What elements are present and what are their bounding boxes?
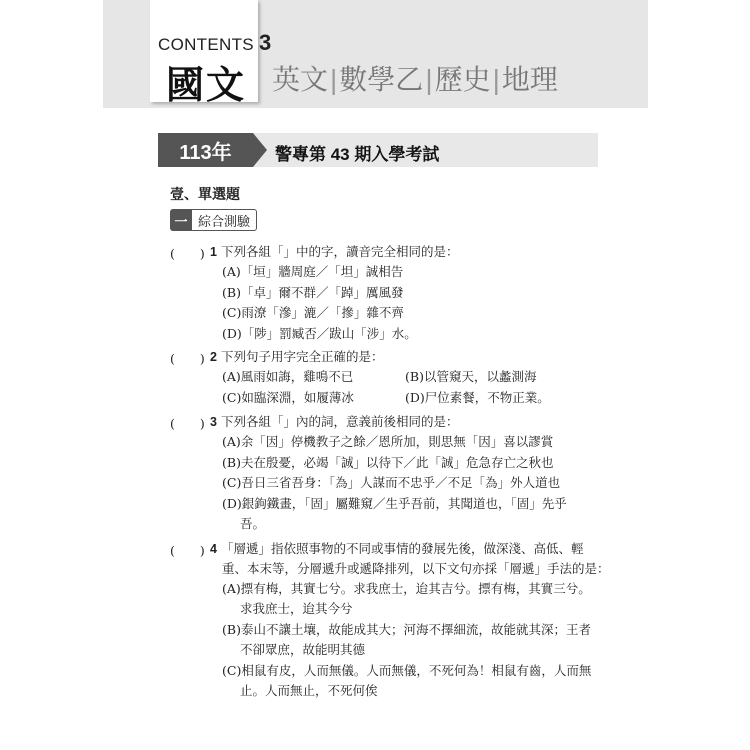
option: (B)「卓」爾不群／「踔」厲風發	[222, 285, 404, 300]
subsection-tag	[170, 209, 257, 231]
option: (C)相鼠有皮，人而無儀。人而無儀，不死何為！相鼠有齒，人而無	[222, 663, 592, 678]
divider: |	[492, 64, 500, 95]
option: (A)摽有梅，其實七兮。求我庶士，迨其吉兮。摽有梅，其實三兮。	[222, 581, 591, 596]
question-text: 下列各組「」中的字，讀音完全相同的是：	[220, 244, 459, 259]
section-title: 壹、單選題	[170, 186, 240, 202]
question-number: 4	[210, 542, 217, 556]
exam-year-badge: 113年	[158, 133, 253, 167]
option: (A)余「因」停機教子之餘／恩所加，則思無「因」喜以謬賞	[222, 434, 554, 449]
option-continuation: 求我庶士，迨其今兮	[240, 601, 353, 616]
question-stem	[210, 242, 458, 263]
question-stem	[210, 539, 583, 560]
subsection-number: 一	[170, 209, 192, 231]
answer-blank: ( )	[170, 543, 205, 558]
question-number: 1	[210, 245, 217, 259]
question-text: 下列各組「」內的詞，意義前後相同的是：	[220, 414, 459, 429]
question-stem	[210, 347, 383, 368]
option-continuation: 止。人而無止，不死何俟	[240, 683, 378, 698]
question-text: 下列句子用字完全正確的是：	[220, 349, 384, 364]
option: (B)夫在殷憂，必竭「誠」以待下／此「誠」危急存亡之秋也	[222, 455, 554, 470]
subject-history: 歷史	[434, 64, 491, 95]
question-stem	[210, 412, 458, 433]
option: (A)風雨如誨，雞鳴不已	[222, 369, 354, 384]
contents-text: CONTENTS	[158, 35, 254, 54]
other-subjects	[272, 58, 558, 98]
current-subject: 國文	[166, 65, 247, 107]
answer-blank: ( )	[170, 351, 205, 366]
subject-math: 數學乙	[339, 64, 424, 95]
exam-title: 警專第 43 期入學考試	[275, 145, 440, 164]
option-continuation: 不卻眾庶，故能明其德	[240, 642, 366, 657]
question-number: 2	[210, 350, 217, 364]
option: (D)銀鉤鐵畫，「固」屬難窺／生乎吾前，其聞道也，「固」先乎	[222, 496, 567, 511]
question-text-continuation: 重、本末等，分層遞升或遞降排列，以下文句亦採「層遞」手法的是：	[222, 561, 610, 576]
option-continuation: 吾。	[240, 516, 266, 531]
contents-number: 3	[258, 30, 272, 55]
option: (D)「陟」罰臧否／跋山「涉」水。	[222, 326, 417, 341]
question-text: 「層遞」指依照事物的不同或事情的發展先後，做深淺、高低、輕	[220, 541, 584, 556]
divider: |	[330, 64, 338, 95]
question-number: 3	[210, 415, 217, 429]
option: (B)泰山不讓土壤，故能成其大；河海不擇細流，故能就其深；王者	[222, 622, 591, 637]
subsection-label: 綜合測驗	[192, 209, 257, 231]
answer-blank: ( )	[170, 416, 205, 431]
option: (C)如臨深淵，如履薄冰	[222, 390, 354, 405]
contents-label	[158, 30, 271, 56]
option: (B)以管窺天，以蠡測海	[405, 369, 537, 384]
option: (A)「垣」牆周庭／「坦」誠相告	[222, 264, 404, 279]
option: (C)雨潦「滲」漉／「摻」雜不齊	[222, 305, 404, 320]
answer-blank: ( )	[170, 246, 205, 261]
subject-english: 英文	[272, 64, 329, 95]
divider: |	[425, 64, 433, 95]
option: (C)吾日三省吾身：「為」人謀而不忠乎／不足「為」外人道也	[222, 475, 561, 490]
option: (D)尸位素餐，不物正業。	[405, 390, 550, 405]
subject-geography: 地理	[501, 64, 558, 95]
